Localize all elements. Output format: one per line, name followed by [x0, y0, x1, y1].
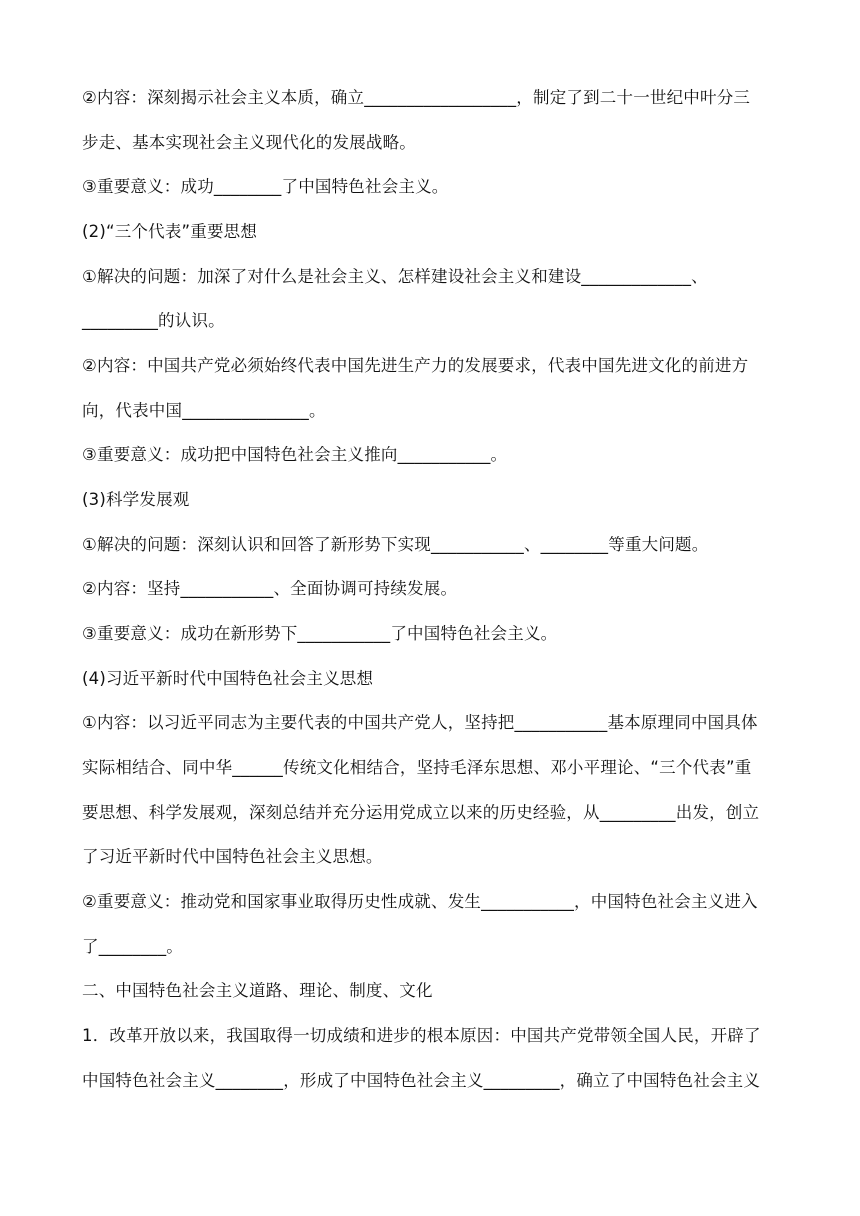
- text-line: ②内容：中国共产党必须始终代表中国先进生产力的发展要求，代表中国先进文化的前进方: [82, 356, 749, 375]
- text-line: 要思想、科学发展观，深刻总结并充分运用党成立以来的历史经验，从_________出发，创立: [82, 803, 760, 822]
- text-line: 1．改革开放以来，我国取得一切成绩和进步的根本原因：中国共产党带领全国人民，开辟了: [82, 1026, 761, 1045]
- text-line: ③重要意义：成功在新形势下___________了中国特色社会主义。: [82, 624, 558, 643]
- section-heading: (2)“三个代表”重要思想: [82, 222, 258, 241]
- text-line: ②内容：深刻揭示社会主义本质，确立__________________，制定了到二十一世纪中叶分三: [82, 88, 751, 107]
- text-line: ①解决的问题：加深了对什么是社会主义、怎样建设社会主义和建设_____________、: [82, 267, 708, 286]
- text-line: ③重要意义：成功________了中国特色社会主义。: [82, 177, 449, 196]
- section-heading: (4)习近平新时代中国特色社会主义思想: [82, 669, 374, 688]
- text-line: 了________。: [82, 937, 183, 956]
- text-line: _________的认识。: [82, 311, 225, 330]
- text-line: 中国特色社会主义________，形成了中国特色社会主义_________，确立了中国特色社会主义: [82, 1071, 761, 1090]
- text-line: ③重要意义：成功把中国特色社会主义推向___________。: [82, 445, 508, 464]
- text-line: 向，代表中国_______________。: [82, 401, 326, 420]
- text-line: ②重要意义：推动党和国家事业取得历史性成就、发生___________，中国特色社会主义进入: [82, 892, 758, 911]
- chapter-heading: 二、中国特色社会主义道路、理论、制度、文化: [82, 981, 433, 1000]
- text-line: 实际相结合、同中华______传统文化相结合，坚持毛泽东思想、邓小平理论、“三个代表”重: [82, 758, 752, 777]
- text-line: 步走、基本实现社会主义现代化的发展战略。: [82, 133, 416, 152]
- text-line: ②内容：坚持___________、全面协调可持续发展。: [82, 579, 458, 598]
- text-line: 了习近平新时代中国特色社会主义思想。: [82, 847, 383, 866]
- text-line: ①内容：以习近平同志为主要代表的中国共产党人，坚持把___________基本原理同中国具体: [82, 713, 758, 732]
- section-heading: (3)科学发展观: [82, 490, 190, 509]
- text-line: ①解决的问题：深刻认识和回答了新形势下实现___________、________等重大问题。: [82, 535, 709, 554]
